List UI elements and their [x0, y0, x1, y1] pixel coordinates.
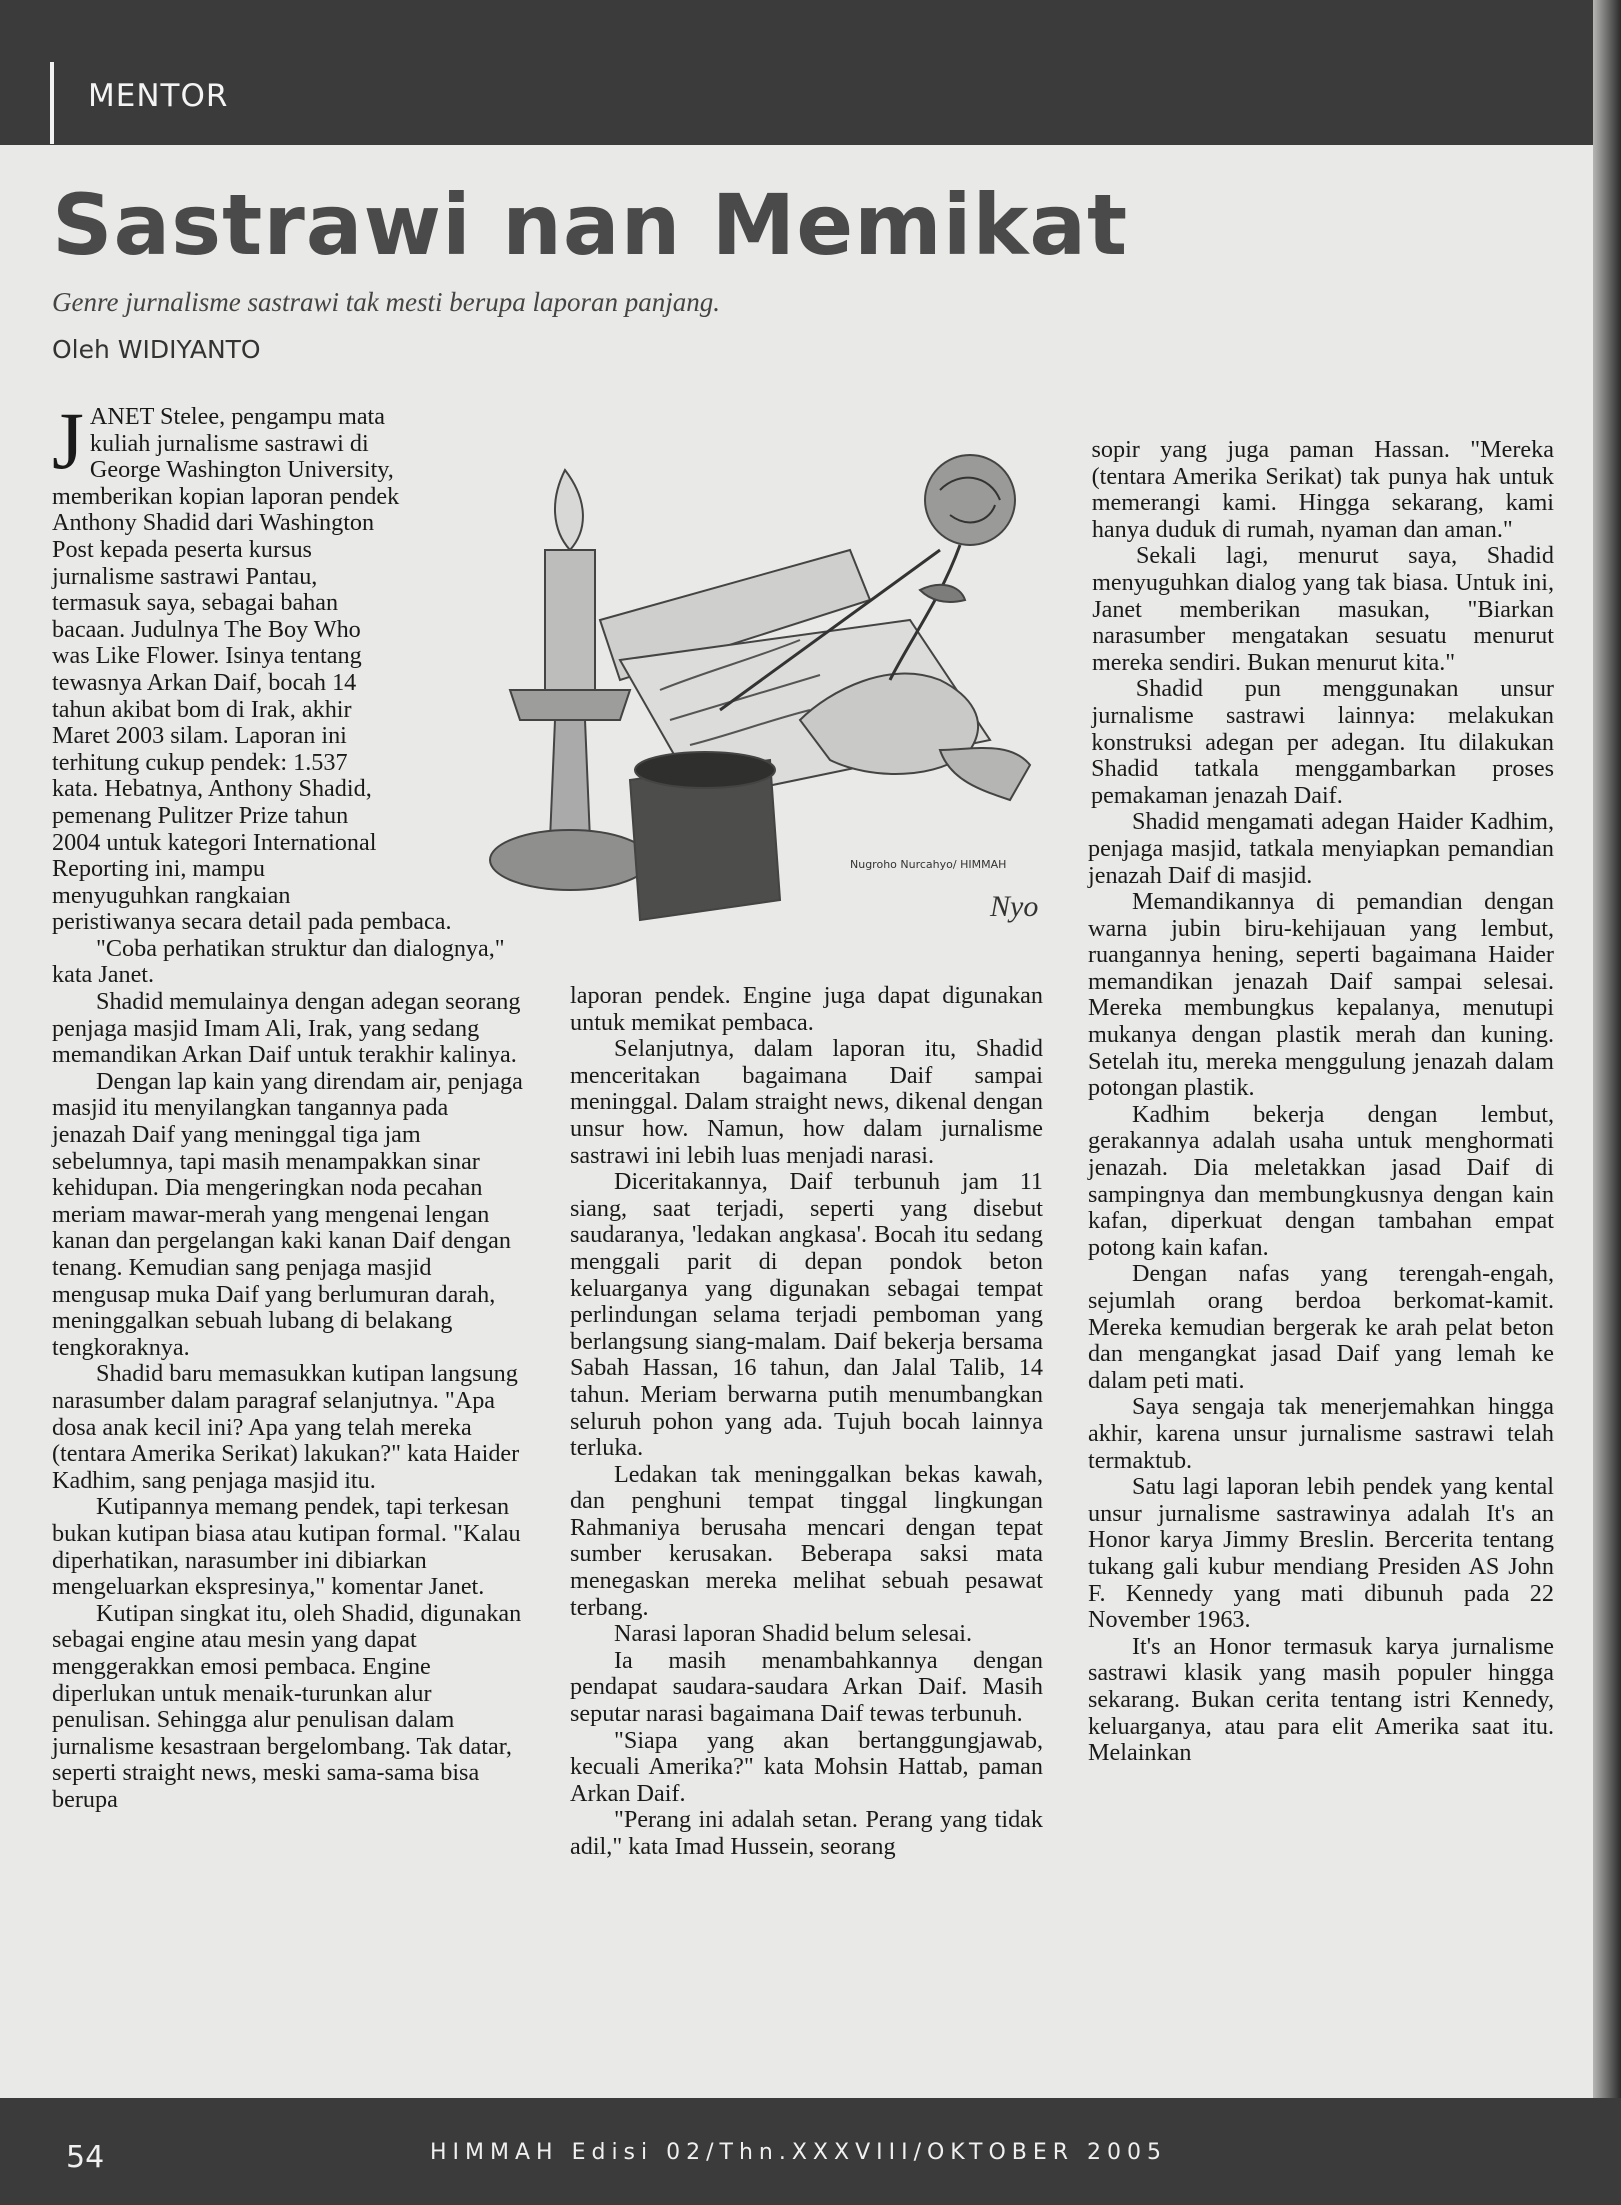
article-title: Sastrawi nan Memikat — [52, 176, 1129, 274]
paragraph: Dengan nafas yang terengah-engah, sejumlah orang berdoa berkomat-kamit. Mereka kemudian bergerak ke arah pelat beton dan mengangkat jasad Daif yang lemah ke dalam peti mati. — [1088, 1260, 1554, 1394]
article-column-3 — [1088, 437, 1554, 1767]
paragraph: Ia masih menambahkannya dengan pendapat saudara-saudara Arkan Daif. Masih seputar narasi bagaimana Daif tewas terbunuh. — [570, 1646, 1043, 1728]
paragraph: Shadid memulainya dengan adegan seorang penjaga masjid Imam Ali, Irak, yang sedang memandikan Arkan Daif untuk terakhir kalinya. — [52, 988, 521, 1069]
paragraph: It's an Honor termasuk karya jurnalisme sastrawi klasik yang masih populer hingga sekarang. Bukan cerita tentang istri Kennedy, keluarganya, atau para elit Amerika saat itu. Melainkan — [1088, 1632, 1554, 1767]
paragraph: Ledakan tak meninggalkan bekas kawah, dan penghuni tempat tinggal lingkungan Rahmaniya berusaha mencari dengan tepat sumber kerusakan. Beberapa saksi mata menegaskan mereka melihat sebuah pesawat terbang. — [570, 1460, 1043, 1621]
article-deck: Genre jurnalisme sastrawi tak mesti berupa laporan panjang. — [52, 287, 720, 317]
paragraph: "Coba perhatikan struktur dan dialognya," kata Janet. — [52, 934, 505, 989]
paragraph: Shadid mengamati adegan Haider Kadhim, penjaga masjid, tatkala menyiapkan pemandian jenazah Daif di masjid. — [1088, 808, 1554, 889]
byline: Oleh WIDIYANTO — [52, 335, 261, 364]
paragraph: laporan pendek. Engine juga dapat digunakan untuk memikat pembaca. — [570, 982, 1043, 1036]
page-edge-shadow — [1593, 0, 1621, 2205]
paragraph: Satu lagi laporan lebih pendek yang kental unsur jurnalisme sastrawinya adalah It's an Honor karya Jimmy Breslin. Bercerita tentang tukang gali kubur mendiang Presiden AS John F. Kennedy yang mati dibunuh pada 22 November 1963. — [1088, 1473, 1554, 1634]
article-column-1 — [52, 395, 525, 1813]
drop-cap: J — [52, 395, 84, 486]
paragraph: Shadid baru memasukkan kutipan langsung narasumber dalam paragraf selanjutnya. "Apa dosa anak kecil ini? Apa yang telah mereka (tentara Amerika Serikat) lakukan?" kata Haider Kadhim, sang penjaga masjid itu. — [52, 1360, 520, 1494]
page-number: 54 — [66, 2140, 105, 2175]
paragraph: Kutipannya memang pendek, tapi terkesan bukan kutipan biasa atau kutipan formal. "Kalau diperhatikan, narasumber ini dibiarkan mengeluarkan ekspresinya," komentar Janet. — [52, 1493, 521, 1601]
paragraph: Diceritakannya, Daif terbunuh jam 11 siang, saat terjadi, seperti yang disebut saudaranya, 'ledakan angkasa'. Bocah itu sedang menggali parit di depan pondok beton keluarganya yang digunakan sebagai tempat perlindungan selama terjadi pemboman yang berlangsung siang-malam. Daif bekerja bersama Sabah Hassan, 16 tahun, dan Jalal Talib, 14 tahun. Meriam berwarna putih menumbangkan seluruh pohon yang ada. Tujuh bocah lainnya terluka. — [570, 1168, 1043, 1462]
paragraph: Sekali lagi, menurut saya, Shadid menyuguhkan dialog yang tak biasa. Untuk ini, Janet memberikan masukan, "Biarkan narasumber mengatakan sesuatu menurut mereka sendiri. Bukan menurut kita." — [1091, 542, 1554, 676]
paragraph: Kutipan singkat itu, oleh Shadid, digunakan sebagai engine atau mesin yang dapat menggerakkan emosi pembaca. Engine diperlukan untuk menaik-turunkan alur penulisan. Sehingga alur penulisan dalam jurnalisme kesastraan bergelombang. Tak datar, seperti straight news, meski sama-sama bisa berupa — [52, 1599, 522, 1813]
article-column-2 — [570, 983, 1043, 1861]
paragraph: ANET Stelee, pengampu mata kuliah jurnalisme sastrawi di George Washington University, memberikan kopian laporan pendek Anthony Shadid dari Washington Post kepada peserta kursus jurnalisme sastrawi Pantau, termasuk saya, sebagai bahan bacaan. Judulnya The Boy Who was Like Flower. Isinya tentang tewasnya Arkan Daif, bocah 14 tahun akibat bom di Irak, akhir Maret 2003 silam. Laporan ini terhitung cukup pendek: 1.537 kata. Hebatnya, Anthony Shadid, pemenang Pulitzer Prize tahun 2004 untuk kategori International Reporting ini, mampu menyuguhkan rangkaian peristiwanya secara detail pada pembaca. — [52, 403, 452, 936]
artist-signature: Nyo — [990, 890, 1039, 923]
illustration-credit: Nugroho Nurcahyo/ HIMMAH — [850, 858, 1007, 871]
paragraph: Saya sengaja tak menerjemahkan hingga akhir, karena unsur jurnalisme sastrawi telah termaktub. — [1088, 1393, 1554, 1474]
paragraph: sopir yang juga paman Hassan. "Mereka (tentara Amerika Serikat) tak punya hak untuk memerangi kami. Hingga sekarang, kami hanya duduk di rumah, nyaman dan aman." — [1091, 436, 1554, 543]
publication-info: HIMMAH Edisi 02/Thn.XXXVIII/OKTOBER 2005 — [430, 2140, 1168, 2165]
illustration-wrap-spacer — [380, 404, 525, 904]
header-bar — [0, 0, 1621, 145]
paragraph: "Siapa yang akan bertanggungjawab, kecuali Amerika?" kata Mohsin Hattab, paman Arkan Daif. — [570, 1726, 1043, 1807]
paragraph: Kadhim bekerja dengan lembut, gerakannya adalah usaha untuk menghormati jenazah. Dia meletakkan jasad Daif di sampingnya dan membungkusnya dengan kain kafan, diperkuat dengan tambahan empat potong kain kafan. — [1088, 1100, 1554, 1261]
paragraph: Shadid pun menggunakan unsur jurnalisme sastrawi lainnya: melakukan konstruksi adegan per adegan. Itu dilakukan Shadid tatkala menggambarkan proses pemakaman jenazah Daif. — [1090, 675, 1554, 809]
paragraph: "Perang ini adalah setan. Perang yang tidak adil," kata Imad Hussein, seorang — [570, 1806, 1043, 1860]
section-label: MENTOR — [88, 78, 229, 114]
paragraph: Memandikannya di pemandian dengan warna jubin biru-kehijauan yang lembut, ruangannya hening, seperti bagaimana Haider memandikan jenazah Daif sampai selesai. Mereka membungkus kepalanya, menutupi mukanya dengan plastik merah dan kuning. Setelah itu, mereka menggulung jenazah dalam potongan plastik. — [1088, 888, 1554, 1102]
header-rule — [50, 62, 54, 144]
paragraph: Selanjutnya, dalam laporan itu, Shadid menceritakan bagaimana Daif sampai meninggal. Dalam straight news, dikenal dengan unsur how. Namun, how dalam jurnalisme sastrawi ini lebih luas menjadi narasi. — [570, 1035, 1043, 1169]
paragraph: Dengan lap kain yang direndam air, penjaga masjid itu menyilangkan tangannya pada jenazah Daif yang meninggal tiga jam sebelumnya, tapi masih menampakkan sinar kehidupan. Dia mengeringkan noda pecahan meriam mawar-merah yang mengenai lengan kanan dan pergelangan kaki kanan Daif dengan tenang. Kemudian sang penjaga masjid mengusap muka Daif yang berlumuran darah, meninggalkan sebuah lubang di belakang tengkoraknya. — [52, 1067, 523, 1361]
paragraph: Narasi laporan Shadid belum selesai. — [614, 1620, 973, 1648]
